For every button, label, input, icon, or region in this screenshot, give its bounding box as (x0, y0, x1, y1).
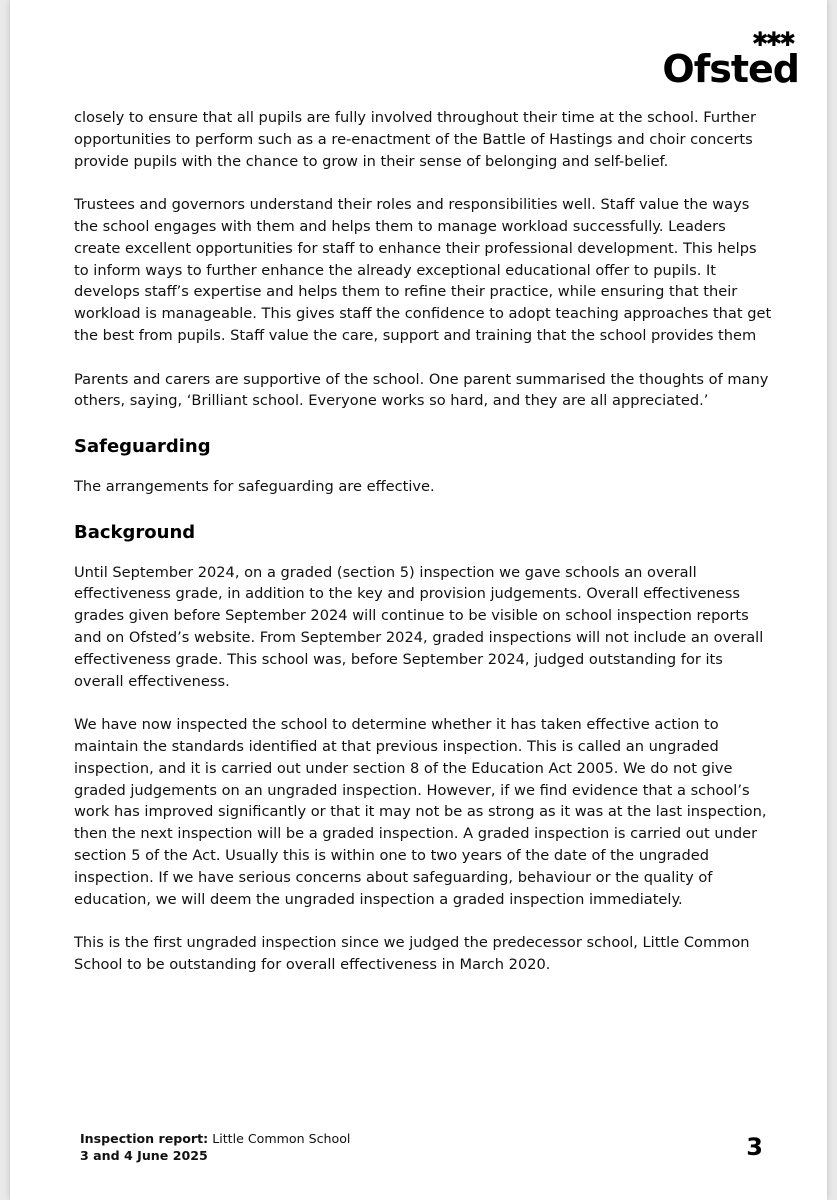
paragraph-trustees-governors: Trustees and governors understand their roles and responsibilities well. Staff value the ways the school engages with them and helps them to manage workload successfully. Leaders create excellent opportunities for staff to enhance their professional development. This helps to inform ways to further enhance the already exceptional educational offer to pupils. It develops staff’s expertise and helps them to refine their practice, while ensuring that their workload is manageable. This gives staff the confidence to adopt teaching approaches that get the best from pupils. Staff value the care, support and training that the school provides them (74, 196, 772, 344)
heading-background: Background (74, 521, 196, 543)
footer-school-name: Little Common School (212, 1131, 351, 1146)
heading-safeguarding: Safeguarding (74, 435, 211, 457)
paragraph-background-grades: Until September 2024, on a graded (section 5) inspection we gave schools an overall effectiveness grade, in addition to the key and provision judgements. Overall effectiveness grades given before September 2024 will continue to be visible on school inspection reports and on Ofsted’s website. From September 2024, graded inspections will not include an overall effectiveness grade. This school was, before September 2024, judged outstanding for its overall effectiveness. (74, 563, 764, 690)
footer-report-label: Inspection report: (80, 1131, 209, 1146)
report-body (74, 107, 774, 997)
paragraph-parents-carers: Parents and carers are supportive of the school. One parent summarised the thoughts of many others, saying, ‘Brilliant school. Everyone works so hard, and they are all appreciated.’ (74, 370, 769, 410)
page-footer (80, 1130, 780, 1164)
paragraph-background-first-inspection: This is the first ungraded inspection since we judged the predecessor school, Little Common School to be outstanding for overall effectiveness in March 2020. (74, 934, 750, 973)
paragraph-pupils-opportunities: closely to ensure that all pupils are fully involved throughout their time at the school. Further opportunities to perform such as a re-enactment of the Battle of Hastings and choir concerts provide pupils with the chance to grow in their sense of belonging and self-belief. (74, 109, 757, 170)
paragraph-safeguarding: The arrangements for safeguarding are effective. (74, 477, 435, 495)
footer-report-line (80, 1130, 780, 1147)
footer-dates: 3 and 4 June 2025 (80, 1148, 208, 1163)
ofsted-logo (649, 28, 799, 94)
logo-wordmark: Ofsted (662, 47, 799, 91)
document-page (10, 0, 827, 1200)
logo-stars-icon: ✱✱✱ (751, 27, 793, 51)
paragraph-background-ungraded: We have now inspected the school to determine whether it has taken effective action to maintain the standards identified at that previous inspection. This is called an ungraded inspection, and it is carried out under section 8 of the Education Act 2005. We do not give graded judgements on an ungraded inspection. However, if we find evidence that a school’s work has improved significantly or that it may not be as strong as it was at the last inspection, then the next inspection will be a graded inspection. A graded inspection is carried out under section 5 of the Act. Usually this is within one to two years of the date of the ungraded inspection. If we have serious concerns about safeguarding, behaviour or the quality of education, we will deem the ungraded inspection a graded inspection immediately. (74, 716, 767, 908)
page-number: 3 (746, 1133, 763, 1161)
